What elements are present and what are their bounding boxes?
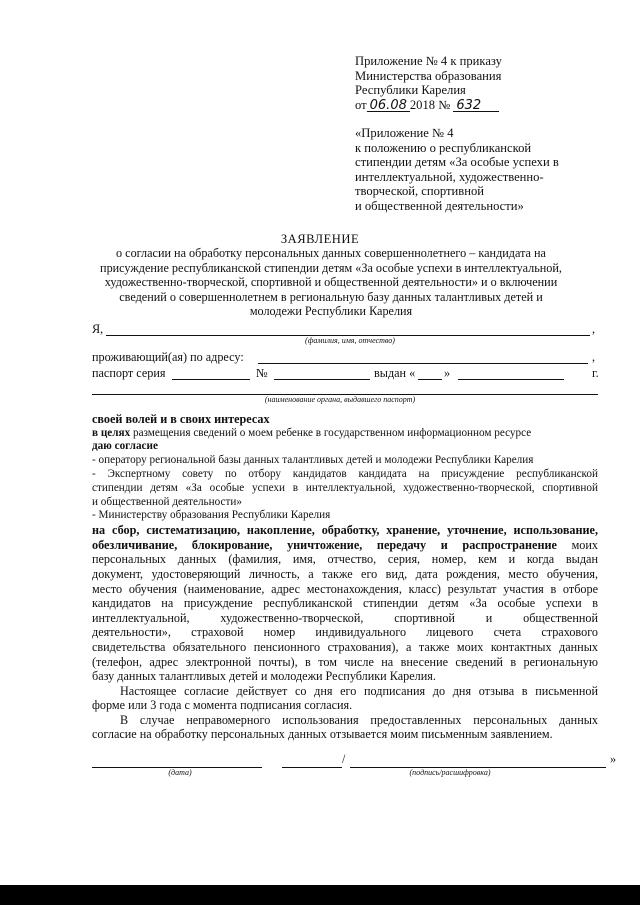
header-line: Министерства образования — [355, 68, 502, 83]
subtitle-line: художественно-творческой, спортивной и общественной деятельности» и о включении — [104, 275, 558, 290]
processing-line: свидетельства обязательного пенсионного страхования), а также моих контактных данных — [92, 639, 598, 654]
appendix-line: творческой, спортивной — [355, 184, 485, 199]
processing-line: деятельности», страховой номер индивидуального лицевого счета страхового — [92, 625, 598, 640]
operator-1: - оператору региональной базы данных талантливых детей и молодежи Республики Карелия — [92, 454, 534, 467]
issuing-org-caption: (наименование органа, выдавшего паспорт) — [264, 395, 416, 404]
handwritten-date: 06.08 — [367, 100, 410, 112]
signature-input-line[interactable] — [282, 767, 342, 768]
subtitle-line: сведений о совершеннолетнем в региональную базу данных талантливых детей и — [119, 289, 543, 304]
passport-number-line[interactable] — [274, 379, 370, 380]
validity-line: форме или 3 года с момента подписания согласия. — [92, 698, 353, 713]
header-line: Республики Карелия — [355, 83, 466, 98]
issued-day-line[interactable] — [418, 379, 442, 380]
appendix-reference — [355, 126, 615, 214]
processing-line: место обучения (наименование, адрес местонахождения, класс) результат участия в отборе — [92, 581, 598, 596]
quote-close: » — [444, 366, 451, 380]
order-reference — [355, 54, 615, 112]
misuse-line: согласие на обработку персональных данных отзывается моим письменным заявлением. — [92, 727, 553, 742]
purpose-line — [92, 427, 598, 441]
passport-series-label: паспорт серия — [92, 366, 166, 380]
operator-3: - Министерству образования Республики Карелия — [92, 509, 331, 522]
subtitle-line: молодежи Республики Карелия — [249, 304, 413, 319]
operator-2-line: стипендии детям «За особые успехи в интеллектуальной, художественно-творческой, спортивной — [92, 481, 598, 494]
subtitle-line: присуждение республиканской стипендии детям «За особые успехи в интеллектуальной, — [100, 260, 562, 275]
year-label: г. — [592, 366, 599, 380]
passport-number-label: № — [256, 366, 268, 380]
appendix-line: стипендии детям «За особые успехи в — [355, 155, 559, 170]
scan-border — [0, 885, 640, 905]
processing-line: на сбор, систематизацию, накопление, обработку, хранение, уточнение, использование, — [92, 523, 598, 538]
date-caption: (дата) — [168, 768, 192, 777]
fio-caption: (фамилия, имя, отчество) — [305, 336, 395, 345]
address-comma: , — [592, 350, 596, 364]
signature-slash: / — [342, 752, 346, 766]
issued-month-line[interactable] — [458, 379, 564, 380]
consent-body — [92, 412, 598, 742]
address-label: проживающий(ая) по адресу: — [92, 350, 244, 364]
issued-label: выдан « — [374, 366, 416, 380]
subtitle-line: о согласии на обработку персональных данных совершеннолетнего – кандидата на — [116, 246, 546, 260]
operator-2-line: и общественной деятельности» — [92, 495, 242, 508]
handwritten-number: 632 — [453, 100, 499, 112]
header-year: 2018 № — [409, 97, 451, 112]
processing-line: (телефон, адрес электронной почты), в том числе на внесение сведений в региональную — [92, 654, 598, 669]
validity-line: Настоящее согласие действует со дня его подписания до дня отзыва в письменной — [120, 683, 598, 698]
signature-caption: (подпись/расшифровка) — [409, 768, 491, 777]
processing-line — [92, 538, 598, 553]
processing-line: персональных данных (фамилия, имя, отчество, серия, номер, кем и когда выдан — [92, 552, 598, 567]
purpose-bold: в целях — [92, 426, 131, 439]
appendix-line: к положению о республиканской — [355, 140, 532, 155]
document-title: ЗАЯВЛЕНИЕ — [280, 232, 360, 246]
document-subtitle — [96, 246, 566, 319]
misuse-line: В случае неправомерного использования предоставленных персональных данных — [120, 712, 598, 727]
appendix-line: интеллектуальной, художественно- — [355, 169, 544, 184]
purpose-rest: размещения сведений о моем ребенке в государственном информационном ресурсе — [130, 426, 532, 439]
header-date-line — [355, 98, 615, 113]
date-prefix: от — [355, 97, 367, 112]
ya-label: Я, — [92, 322, 104, 336]
processing-line: базу данных талантливых детей и молодежи Республики Карелия. — [92, 669, 436, 684]
consent-statement: даю согласие — [92, 440, 158, 453]
fio-comma: , — [592, 322, 596, 336]
operator-2-line: - Экспертному совету по отбору кандидатов кандидата на присуждение республиканской — [92, 467, 598, 480]
appendix-line: «Приложение № 4 — [355, 126, 454, 140]
processing-bold: обезличивание, блокирование, уничтожение, передачу и распространение — [92, 537, 557, 552]
appendix-line: и общественной деятельности» — [355, 198, 524, 213]
passport-series-line[interactable] — [172, 379, 250, 380]
will-statement: своей волей и в своих интересах — [92, 412, 270, 426]
closing-quote: » — [610, 752, 617, 766]
processing-line: интеллектуальной, художественно-творческой, спортивной и общественной — [92, 610, 598, 625]
processing-line: кандидатов на присуждение республиканской стипендии детям «За особые успехи в — [92, 596, 598, 611]
address-input-line[interactable] — [258, 363, 588, 364]
header-line: Приложение № 4 к приказу — [355, 54, 502, 68]
processing-rest: моих — [556, 537, 598, 552]
processing-line: документ, удостоверяющий личность, а также его вид, дата рождения, место обучения, — [92, 566, 598, 581]
